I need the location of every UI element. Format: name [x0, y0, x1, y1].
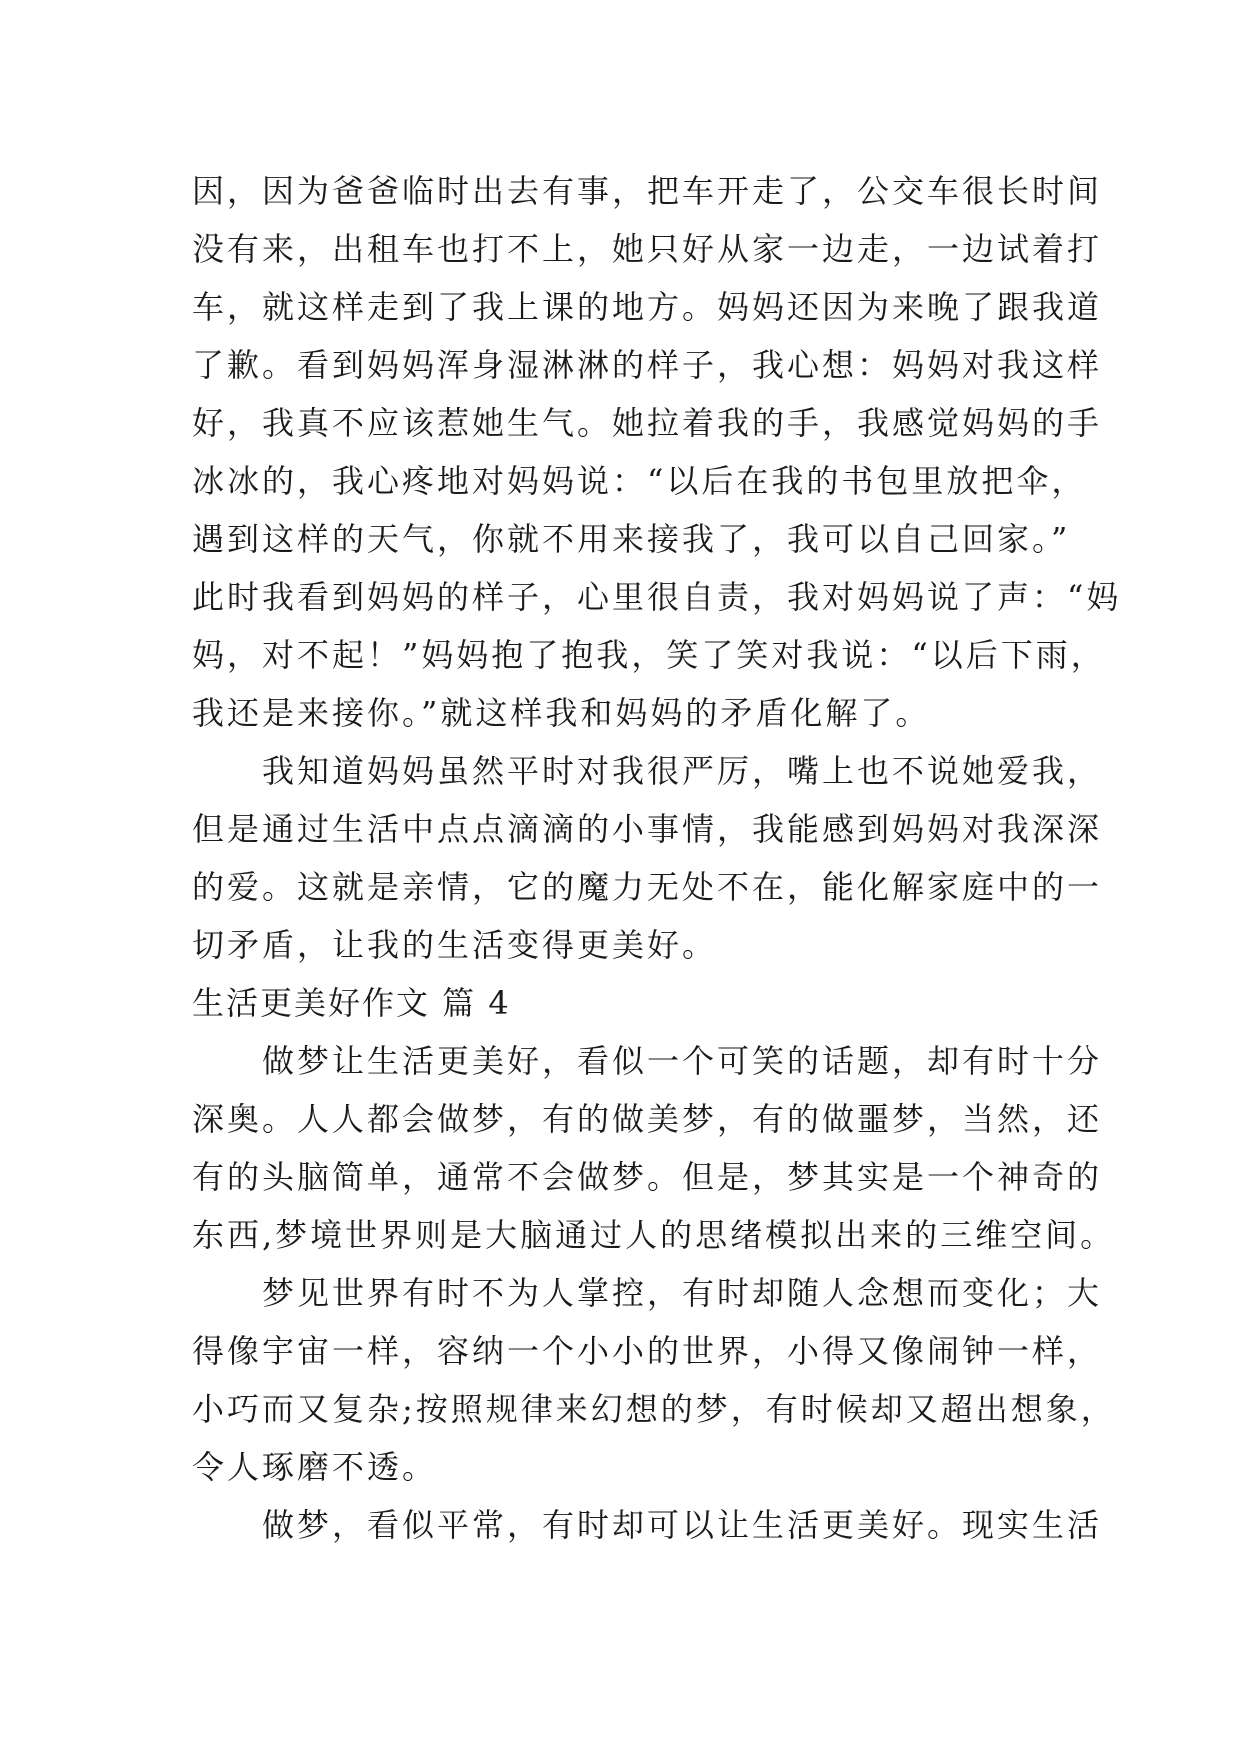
text-line: 的爱。这就是亲情，它的魔力无处不在，能化解家庭中的一	[192, 868, 1103, 906]
paragraph-2	[192, 742, 1103, 974]
text-line: 因，因为爸爸临时出去有事，把车开走了，公交车很长时间	[192, 172, 1103, 210]
text-line: 冰冰的，我心疼地对妈妈说：“以后在我的书包里放把伞，	[192, 462, 1087, 500]
text-line: 但是通过生活中点点滴滴的小事情，我能感到妈妈对我深深	[192, 810, 1103, 848]
heading-text: 生活更美好作文 篇 4	[192, 984, 511, 1022]
document-body	[192, 162, 1122, 1554]
paragraph-3	[192, 1032, 1116, 1264]
text-line: 没有来，出租车也打不上，她只好从家一边走，一边试着打	[192, 230, 1103, 268]
text-line: 做梦，看似平常，有时却可以让生活更美好。现实生活	[262, 1506, 1103, 1544]
section-heading	[192, 974, 1052, 1032]
text-line: 了歉。看到妈妈浑身湿淋淋的样子，我心想：妈妈对我这样	[192, 346, 1103, 384]
text-line: 好，我真不应该惹她生气。她拉着我的手，我感觉妈妈的手	[192, 404, 1103, 442]
text-line: 东西,梦境世界则是大脑通过人的思绪模拟出来的三维空间。	[192, 1216, 1116, 1254]
text-line: 妈，对不起！”妈妈抱了抱我，笑了笑对我说：“以后下雨，	[192, 636, 1106, 674]
text-line: 我还是来接你。”就这样我和妈妈的矛盾化解了。	[192, 694, 931, 732]
text-line: 做梦让生活更美好，看似一个可笑的话题，却有时十分	[262, 1042, 1103, 1080]
text-line: 得像宇宙一样，容纳一个小小的世界，小得又像闹钟一样，	[192, 1332, 1103, 1370]
text-line: 令人琢磨不透。	[192, 1448, 438, 1486]
paragraph-4	[192, 1264, 1116, 1496]
text-line: 此时我看到妈妈的样子，心里很自责，我对妈妈说了声：“妈	[192, 578, 1122, 616]
text-line: 切矛盾，让我的生活变得更美好。	[192, 926, 718, 964]
text-line: 我知道妈妈虽然平时对我很严厉，嘴上也不说她爱我，	[262, 752, 1103, 790]
text-line: 深奥。人人都会做梦，有的做美梦，有的做噩梦，当然，还	[192, 1100, 1103, 1138]
text-line: 遇到这样的天气，你就不用来接我了，我可以自己回家。”	[192, 520, 1071, 558]
text-line: 小巧而又复杂;按照规律来幻想的梦，有时候却又超出想象，	[192, 1390, 1116, 1428]
paragraph-5	[192, 1496, 1103, 1554]
text-line: 梦见世界有时不为人掌控，有时却随人念想而变化；大	[262, 1274, 1103, 1312]
text-line: 车，就这样走到了我上课的地方。妈妈还因为来晚了跟我道	[192, 288, 1103, 326]
text-line: 有的头脑简单，通常不会做梦。但是，梦其实是一个神奇的	[192, 1158, 1103, 1196]
paragraph-1	[192, 162, 1122, 742]
